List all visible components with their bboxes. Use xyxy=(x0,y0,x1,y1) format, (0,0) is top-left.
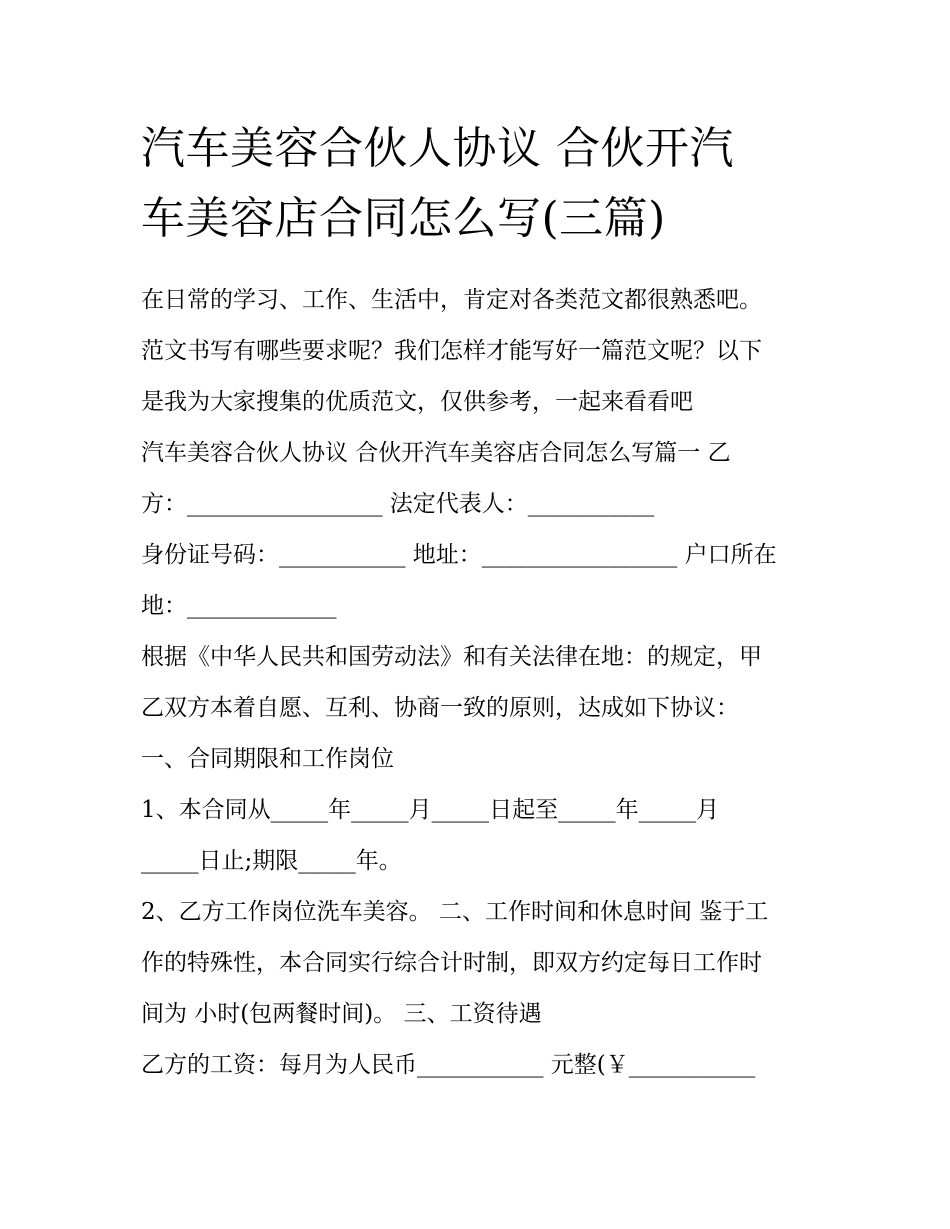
paragraph-line-3: 是我为大家搜集的优质范文，仅供参考，一起来看看吧 xyxy=(141,389,693,415)
paragraph-line-5: 方：_________________ 法定代表人：___________ xyxy=(141,491,655,517)
document-title xyxy=(141,114,821,254)
paragraph-line-16: 乙方的工资：每月为人民币___________ 元整(￥___________ xyxy=(141,1052,756,1078)
paragraph-line-11: 1、本合同从_____年_____月_____日起至_____年_____月 xyxy=(141,797,720,823)
paragraph-line-13: 2、乙方工作岗位洗车美容。 二、工作时间和休息时间 鉴于工 xyxy=(141,899,769,925)
paragraph-line-4: 汽车美容合伙人协议 合伙开汽车美容店合同怎么写篇一 乙 xyxy=(141,440,731,466)
paragraph-line-2: 范文书写有哪些要求呢？我们怎样才能写好一篇范文呢？以下 xyxy=(141,338,762,364)
paragraph-line-7: 地：_____________ xyxy=(141,593,337,619)
title-line-2: 车美容店合同怎么写(三篇) xyxy=(141,193,666,244)
paragraph-line-14: 作的特殊性，本合同实行综合计时制，即双方约定每日工作时 xyxy=(141,950,762,976)
paragraph-line-6: 身份证号码：___________ 地址：_________________ 户口所在 xyxy=(141,542,777,568)
paragraph-line-15: 间为 小时(包两餐时间)。 三、工资待遇 xyxy=(141,1001,542,1027)
paragraph-line-8: 根据《中华人民共和国劳动法》和有关法律在地：的规定，甲 xyxy=(141,644,762,670)
paragraph-line-12: _____日止;期限_____年。 xyxy=(141,848,402,874)
paragraph-line-9: 乙双方本着自愿、互利、协商一致的原则，达成如下协议： xyxy=(141,695,739,721)
paragraph-line-1: 在日常的学习、工作、生活中，肯定对各类范文都很熟悉吧。 xyxy=(141,287,762,313)
title-line-1: 汽车美容合伙人协议 合伙开汽 xyxy=(141,123,734,174)
section-heading-1: 一、合同期限和工作岗位 xyxy=(141,746,394,772)
